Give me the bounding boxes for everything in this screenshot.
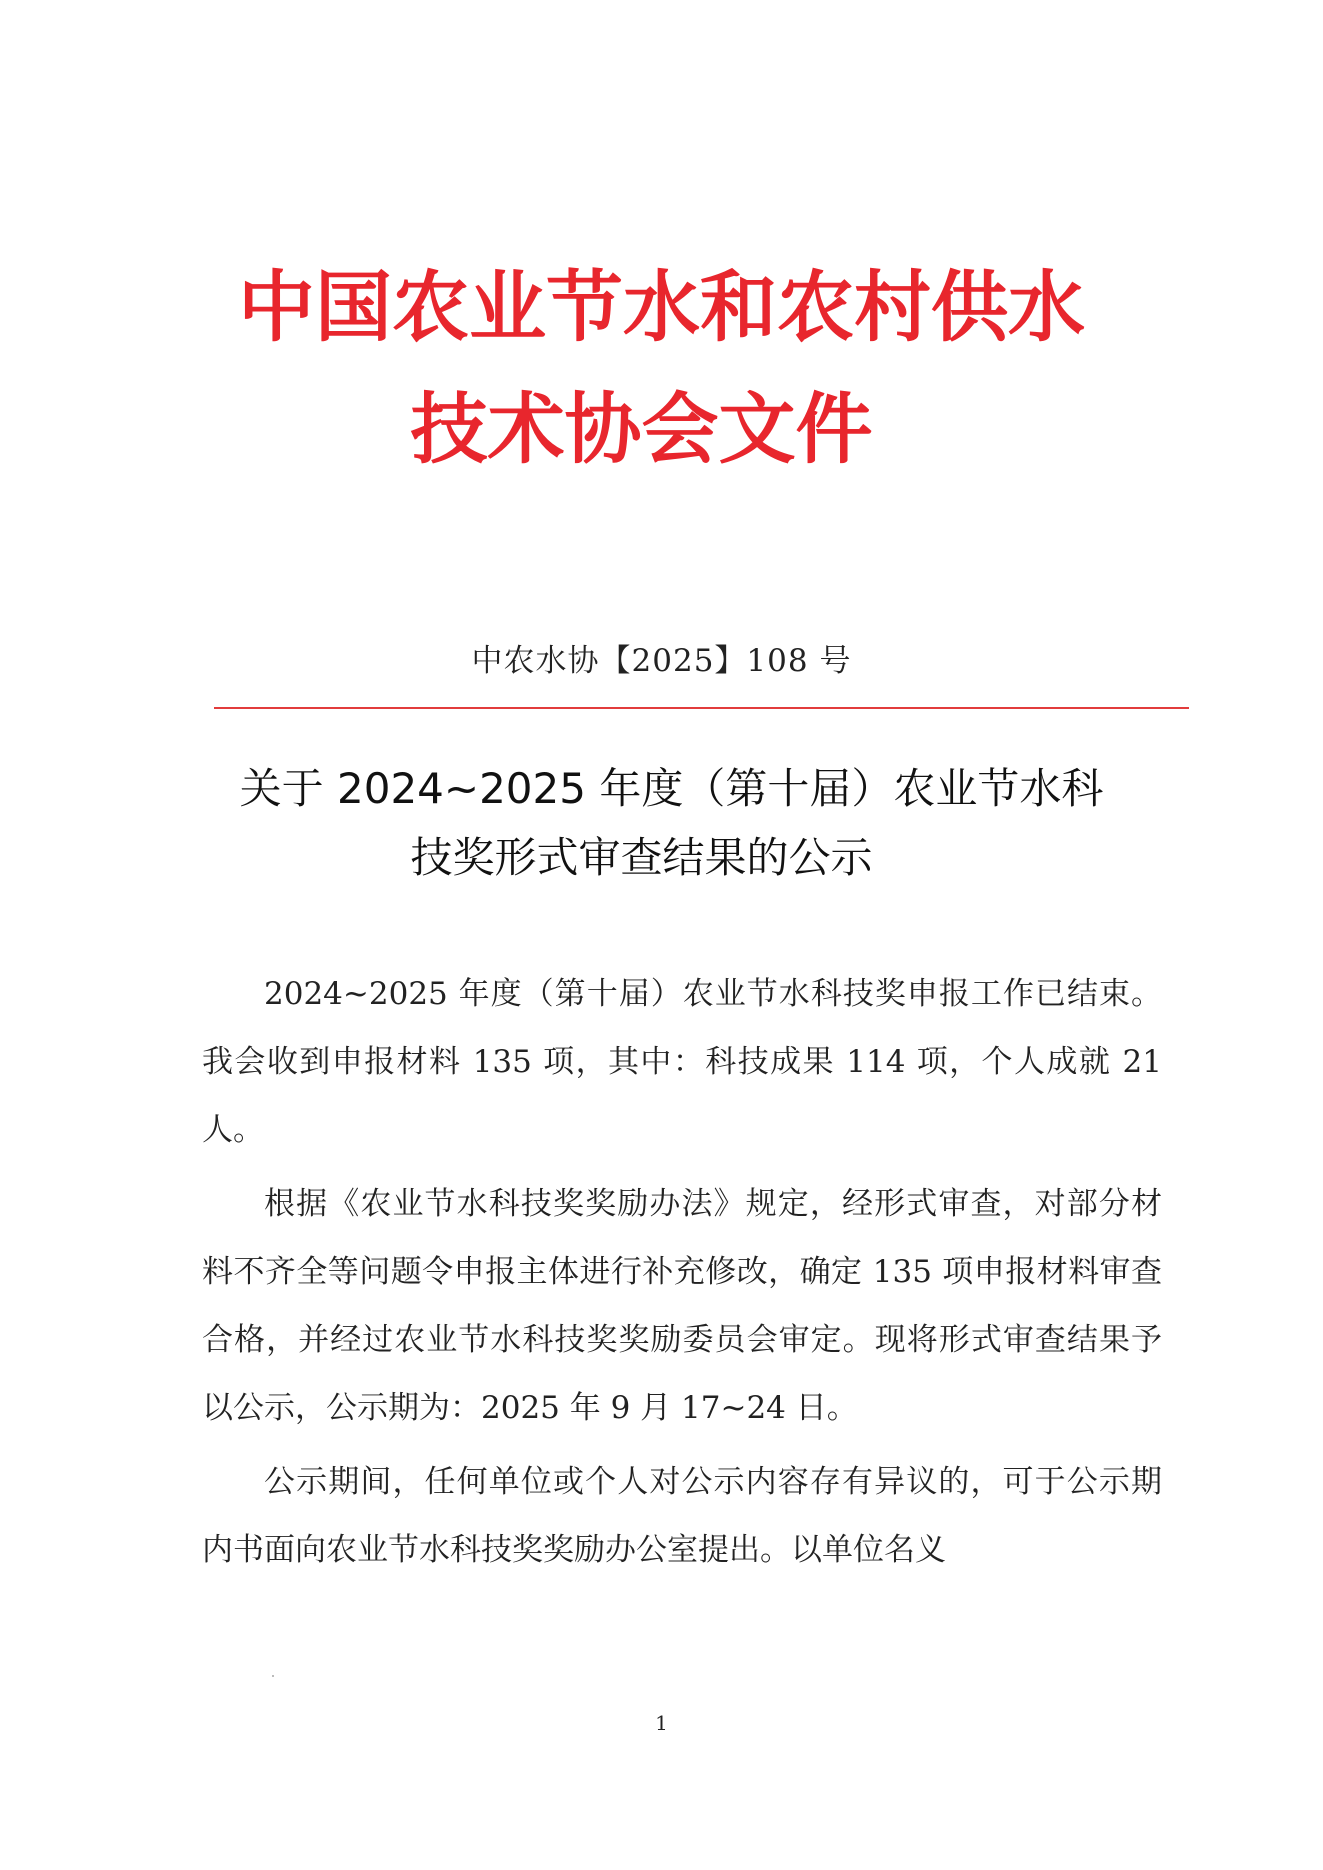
issuer-header-line-1: 中国农业节水和农村供水 [238, 264, 1085, 353]
issuer-header-line-2: 技术协会文件 [410, 386, 873, 475]
page-number: 1 [655, 1711, 668, 1735]
body-paragraph-1: 2024~2025 年度（第十届）农业节水科技奖申报工作已结束。我会收到申报材料 135 项，其中：科技成果 114 项，个人成就 21 人。 [202, 976, 1162, 1148]
header-divider [214, 707, 1189, 709]
document-number: 中农水协【2025】108 号 [471, 643, 852, 679]
body-paragraph-2: 根据《农业节水科技奖奖励办法》规定，经形式审查，对部分材料不齐全等问题令申报主体进行补充修改，确定 135 项申报材料审查合格，并经过农业节水科技奖奖励委员会审定。现将形式审查结果予以公示，公示期为：2025 年 9 月 17~24 日。 [202, 1186, 1162, 1426]
document-title-line-2: 技奖形式审查结果的公示 [410, 833, 873, 882]
document-body [202, 960, 1162, 1590]
document-title-line-1: 关于 2024~2025 年度（第十届）农业节水科 [239, 764, 1104, 813]
body-paragraph-3: 公示期间，任何单位或个人对公示内容存有异议的，可于公示期内书面向农业节水科技奖奖励办公室提出。以单位名义 [202, 1464, 1162, 1568]
scan-speck [272, 1675, 274, 1677]
